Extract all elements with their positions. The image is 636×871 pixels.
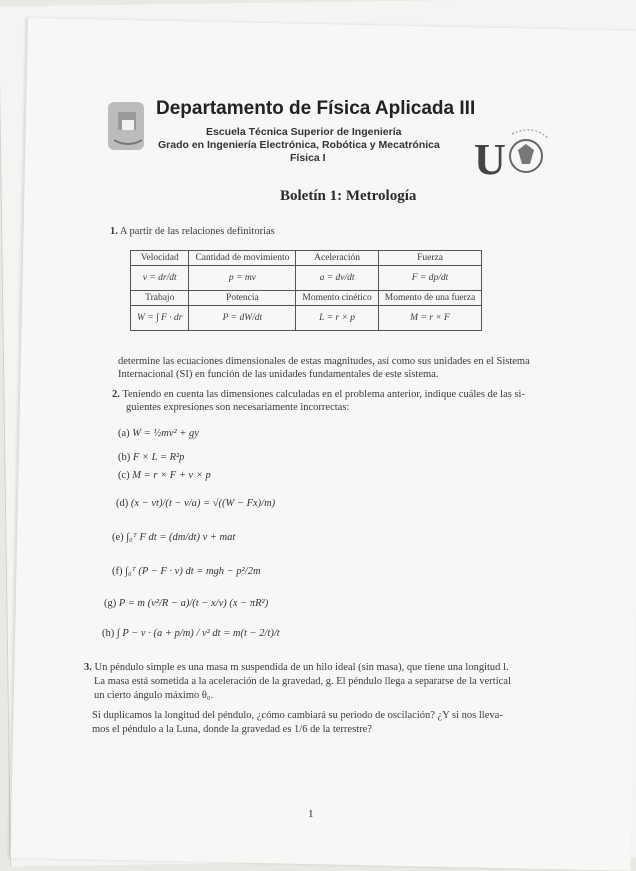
problem-3-number: 3. (84, 662, 92, 673)
item-expression: ∫₀ᵀ F dt = (dm/dt) v + mat (126, 532, 236, 543)
list-item (118, 428, 199, 439)
svg-text:U: U (474, 135, 506, 184)
problem-2-line-1-text: Teniendo en cuenta las dimensiones calculadas en el problema anterior, indique cuáles de las si- (122, 389, 525, 400)
table-cell: Aceleración (296, 251, 378, 266)
table-cell: Momento cinético (296, 291, 378, 306)
definitions-table (130, 250, 482, 331)
school-name: Escuela Técnica Superior de Ingeniería (206, 126, 402, 138)
table-cell: Velocidad (131, 251, 189, 266)
course-name: Física I (290, 152, 326, 164)
item-expression: ∫₀ᵀ (P − F · v) dt = mgh − p²/2m (125, 566, 261, 577)
problem-3-line-4: Si duplicamos la longitud del péndulo, ¿cómo cambiará su periodo de oscilación? ¿Y si nos lleva- (92, 710, 503, 721)
page-number: 1 (308, 808, 314, 820)
table-cell: Cantidad de movimiento (189, 251, 296, 266)
table-cell: M = r × F (378, 306, 481, 331)
item-label: (g) (104, 598, 117, 609)
list-item (118, 452, 184, 463)
problem-1-text-line-1: determine las ecuaciones dimensionales de estas magnitudes, así como sus unidades en el Sistema (118, 356, 530, 367)
problem-2-line-1 (112, 389, 525, 400)
table-cell: Trabajo (131, 291, 189, 306)
problem-3-line-5: mos el péndulo a la Luna, donde la gravedad es 1/6 de la terrestre? (92, 724, 372, 735)
department-title: Departamento de Física Aplicada III (156, 98, 476, 119)
bulletin-title: Boletín 1: Metrología (280, 188, 417, 204)
problem-2-line-2: guientes expresiones son necesariamente incorrectas: (126, 402, 350, 413)
item-expression: P = m (v²/R − a)/(t − x/v) (x − πR²) (118, 598, 269, 609)
list-item (118, 470, 211, 481)
problem-3-line-3: un cierto ángulo máximo θ₀. (94, 690, 214, 701)
item-label: (c) (118, 470, 130, 481)
item-expression: W = ½mv² + gy (132, 428, 199, 439)
item-label: (f) (112, 566, 123, 577)
item-expression: ∫ P − v · (a + p/m) / v² dt = m(t − 2/t)/t (116, 628, 280, 639)
item-label: (b) (118, 452, 131, 463)
table-cell: Fuerza (378, 251, 481, 266)
item-label: (e) (112, 532, 124, 543)
list-item (116, 498, 275, 509)
item-label: (d) (116, 498, 129, 509)
list-item (112, 566, 261, 577)
list-item (112, 532, 235, 543)
item-expression: (x − vt)/(t − v/a) = √((W − Fx)/m) (130, 498, 276, 509)
problem-1-intro (110, 226, 275, 237)
table-cell: Potencia (189, 291, 296, 306)
university-logo-icon (472, 126, 552, 186)
table-cell: a = dv/dt (296, 266, 378, 291)
degree-name: Grado en Ingeniería Electrónica, Robótica y Mecatrónica (158, 139, 440, 151)
item-label: (a) (118, 428, 130, 439)
item-expression: F × L = R²p (132, 452, 185, 463)
item-expression: M = r × F + v × p (132, 470, 211, 481)
problem-1-intro-text: A partir de las relaciones definitorias (119, 226, 275, 237)
problem-2-number: 2. (112, 389, 120, 400)
table-cell: P = dW/dt (189, 306, 296, 331)
problem-1-number: 1. (110, 226, 118, 237)
table-cell: L = r × p (296, 306, 378, 331)
list-item (102, 628, 280, 639)
table-cell: p = mv (189, 266, 296, 291)
table-cell: Momento de una fuerza (378, 291, 481, 306)
problem-3-line-1-text: Un péndulo simple es una masa m suspendida de un hilo ideal (sin masa), que tiene una longitud l. (94, 662, 509, 673)
school-logo-icon (104, 96, 152, 156)
item-label: (h) (102, 628, 115, 639)
list-item (104, 598, 268, 609)
table-cell: F = dp/dt (378, 266, 481, 291)
table-cell: W = ∫ F · dr (131, 306, 189, 331)
problem-3-line-2: La masa está sometida a la aceleración de la gravedad, g. El péndulo llega a separarse de la vertical (94, 676, 511, 687)
table-cell: v = dr/dt (131, 266, 189, 291)
problem-3-line-1 (84, 662, 509, 673)
problem-1-text-line-2: Internacional (SI) en función de las unidades fundamentales de este sistema. (118, 369, 439, 380)
